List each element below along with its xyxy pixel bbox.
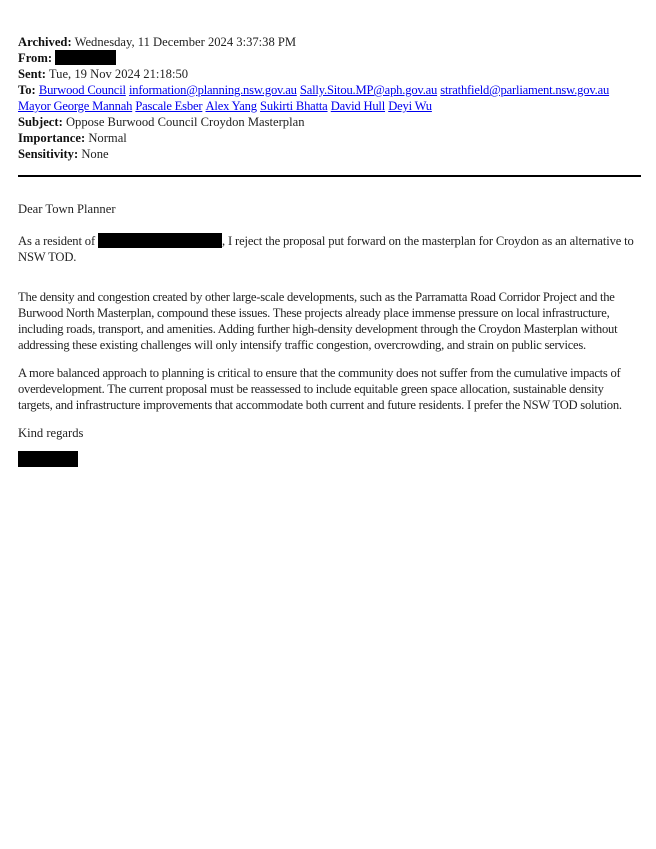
redacted-sender (55, 50, 116, 65)
importance-label: Importance: (18, 131, 86, 145)
recipient-link[interactable]: information@planning.nsw.gov.au (128, 83, 297, 97)
paragraph-resident (18, 233, 640, 265)
to-label: To: (18, 83, 36, 97)
recipient-link[interactable]: Pascale Esber (135, 99, 203, 113)
recipient-link[interactable]: Burwood Council (38, 83, 126, 97)
sensitivity-row (18, 146, 640, 162)
recipient-link[interactable]: strathfield@parliament.nsw.gov.au (440, 83, 610, 97)
archived-value: Wednesday, 11 December 2024 3:37:38 PM (74, 35, 297, 49)
importance-row (18, 130, 640, 146)
paragraph-density: The density and congestion created by other large-scale developments, such as the Parramatta Road Corridor Project and the Burwood North Masterplan, compound these issues. These projects already place immense pressure on local infrastructure, including roads, transport, and amenities. Adding further high-density development through the Croydon Masterplan without addressing these existing challenges will only intensify traffic congestion, overcrowding, and strain on public services. (18, 290, 618, 352)
paragraph-balanced: A more balanced approach to planning is critical to ensure that the community does not suffer from the cumulative impacts of overdevelopment. The current proposal must be reassessed to include equitable green space allocation, sustainable density targets, and infrastructure improvements that accommodate both current and future residents. I prefer the NSW TOD solution. (18, 366, 622, 412)
greeting: Dear Town Planner (18, 202, 116, 216)
recipient-link[interactable]: Alex Yang (205, 99, 257, 113)
recipient-link[interactable]: Sukirti Bhatta (260, 99, 328, 113)
recipient-link[interactable]: Sally.Sitou.MP@aph.gov.au (299, 83, 438, 97)
from-row (18, 50, 640, 66)
from-label: From: (18, 51, 53, 65)
redacted-suburb (98, 233, 222, 248)
paragraph-resident-suffix: , I reject the proposal put forward on the masterplan for Croydon as an alternative to NSW TOD. (18, 234, 634, 264)
subject-row (18, 114, 640, 130)
recipient-link[interactable]: Deyi Wu (388, 99, 432, 113)
closing: Kind regards (18, 426, 84, 440)
subject-label: Subject: (18, 115, 63, 129)
recipient-link[interactable]: David Hull (330, 99, 386, 113)
archived-row (18, 34, 640, 50)
header-divider (18, 175, 641, 177)
recipient-link[interactable]: Mayor George Mannah (18, 99, 133, 113)
paragraph-resident-prefix: As a resident of (18, 234, 95, 248)
sensitivity-label: Sensitivity: (18, 147, 79, 161)
email-body (18, 201, 640, 467)
subject-value: Oppose Burwood Council Croydon Masterplan (65, 115, 305, 129)
email-header (18, 34, 640, 162)
sent-label: Sent: (18, 67, 46, 81)
sent-row (18, 66, 640, 82)
to-row (18, 82, 640, 114)
archived-label: Archived: (18, 35, 72, 49)
sensitivity-value: None (81, 147, 109, 161)
sent-value: Tue, 19 Nov 2024 21:18:50 (48, 67, 189, 81)
redacted-signature (18, 451, 78, 467)
importance-value: Normal (88, 131, 127, 145)
